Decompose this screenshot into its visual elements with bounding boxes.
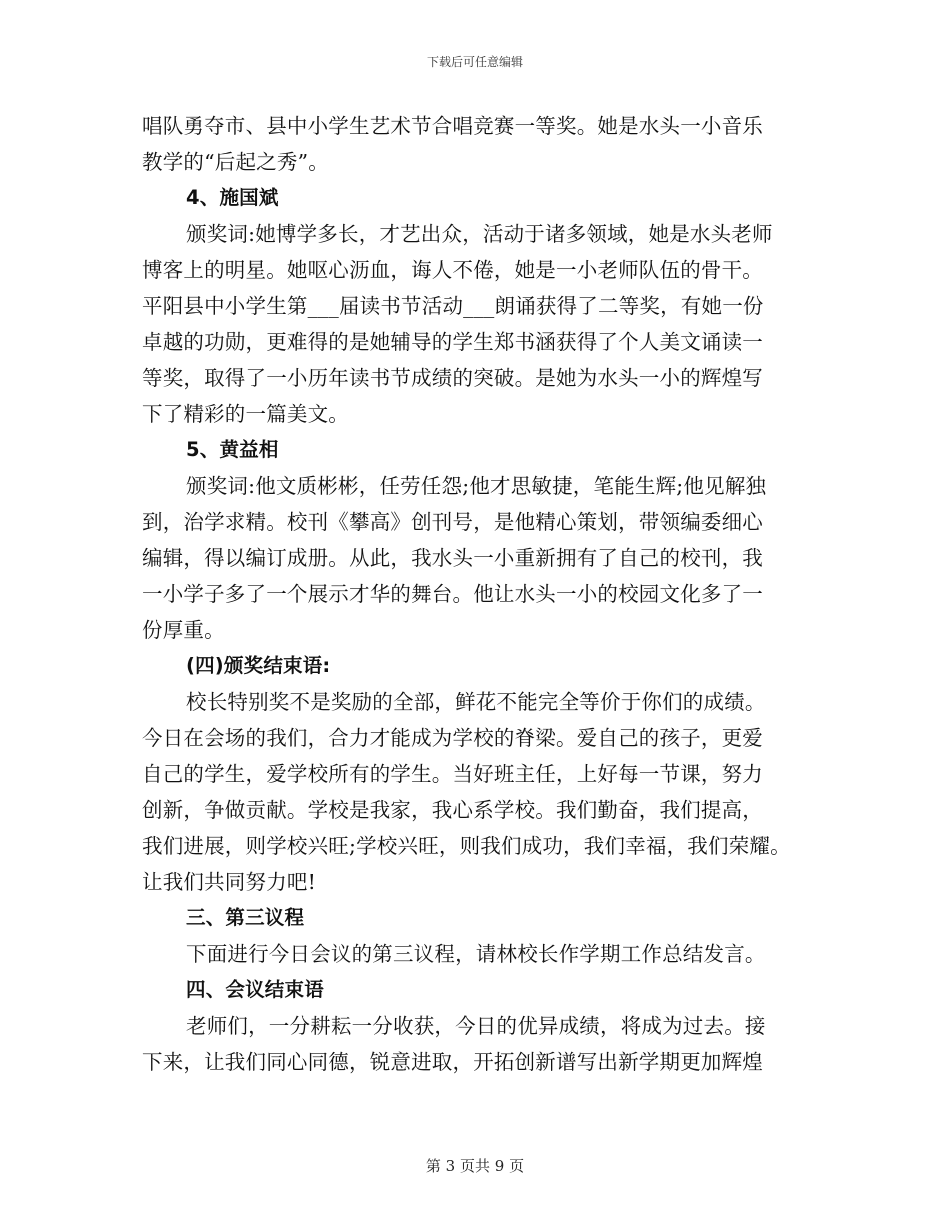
paragraph-line: 下了精彩的一篇美文。 <box>142 402 349 426</box>
section-heading: 4、施国斌 <box>186 186 279 209</box>
section-heading: 四、会议结束语 <box>186 978 324 1001</box>
paragraph-line: 老师们，一分耕耘一分收获，今日的优异成绩，将成为过去。接 <box>186 1014 766 1038</box>
paragraph-line: 让我们共同努力吧! <box>142 870 317 894</box>
paragraph-line: 颁奖词:他文质彬彬，任劳任怨;他才思敏捷，笔能生辉;他见解独 <box>186 474 767 498</box>
paragraph-line: 下面进行今日会议的第三议程，请林校长作学期工作总结发言。 <box>186 942 766 966</box>
section-heading: (四)颁奖结束语: <box>186 654 331 677</box>
paragraph-line: 平阳县中小学生第___届读书节活动___朗诵获得了二等奖，有她一份 <box>142 294 764 318</box>
paragraph-line: 创新，争做贡献。学校是我家，我心系学校。我们勤奋，我们提高， <box>142 798 763 822</box>
paragraph-line: 自己的学生，爱学校所有的学生。当好班主任，上好每一节课，努力 <box>142 762 763 786</box>
paragraph-line: 下来，让我们同心同德，锐意进取，开拓创新谱写出新学期更加辉煌 <box>142 1050 763 1074</box>
header-note: 下载后可任意编辑 <box>426 55 523 69</box>
paragraph-line: 等奖，取得了一小历年读书节成绩的突破。是她为水头一小的辉煌写 <box>142 366 763 390</box>
paragraph-line: 编辑，得以编订成册。从此，我水头一小重新拥有了自己的校刊，我 <box>142 546 763 570</box>
paragraph-line: 我们进展，则学校兴旺;学校兴旺，则我们成功，我们幸福，我们荣耀。 <box>142 834 791 858</box>
paragraph-line: 颁奖词:她博学多长，才艺出众，活动于诸多领域，她是水头老师 <box>186 222 773 246</box>
section-heading: 5、黄益相 <box>186 438 279 461</box>
paragraph-line: 唱队勇夺市、县中小学生艺术节合唱竞赛一等奖。她是水头一小音乐 <box>142 114 763 138</box>
section-heading: 三、第三议程 <box>186 906 305 929</box>
paragraph-line: 卓越的功勋，更难得的是她辅导的学生郑书涵获得了个人美文诵读一 <box>142 330 763 354</box>
paragraph-line: 一小学子多了一个展示才华的舞台。他让水头一小的校园文化多了一 <box>142 582 763 606</box>
paragraph-line: 教学的“后起之秀”。 <box>142 150 329 174</box>
page-footer: 第 3 页共 9 页 <box>425 1157 525 1175</box>
document-body <box>142 108 822 1080</box>
paragraph-line: 到，治学求精。校刊《攀高》创刊号，是他精心策划，带领编委细心 <box>142 510 763 534</box>
paragraph-line: 份厚重。 <box>142 618 225 642</box>
paragraph-line: 博客上的明星。她呕心沥血，诲人不倦，她是一小老师队伍的骨干。 <box>142 258 763 282</box>
paragraph-line: 今日在会场的我们，合力才能成为学校的脊梁。爱自己的孩子，更爱 <box>142 726 763 750</box>
paragraph-line: 校长特别奖不是奖励的全部，鲜花不能完全等价于你们的成绩。 <box>186 690 766 714</box>
